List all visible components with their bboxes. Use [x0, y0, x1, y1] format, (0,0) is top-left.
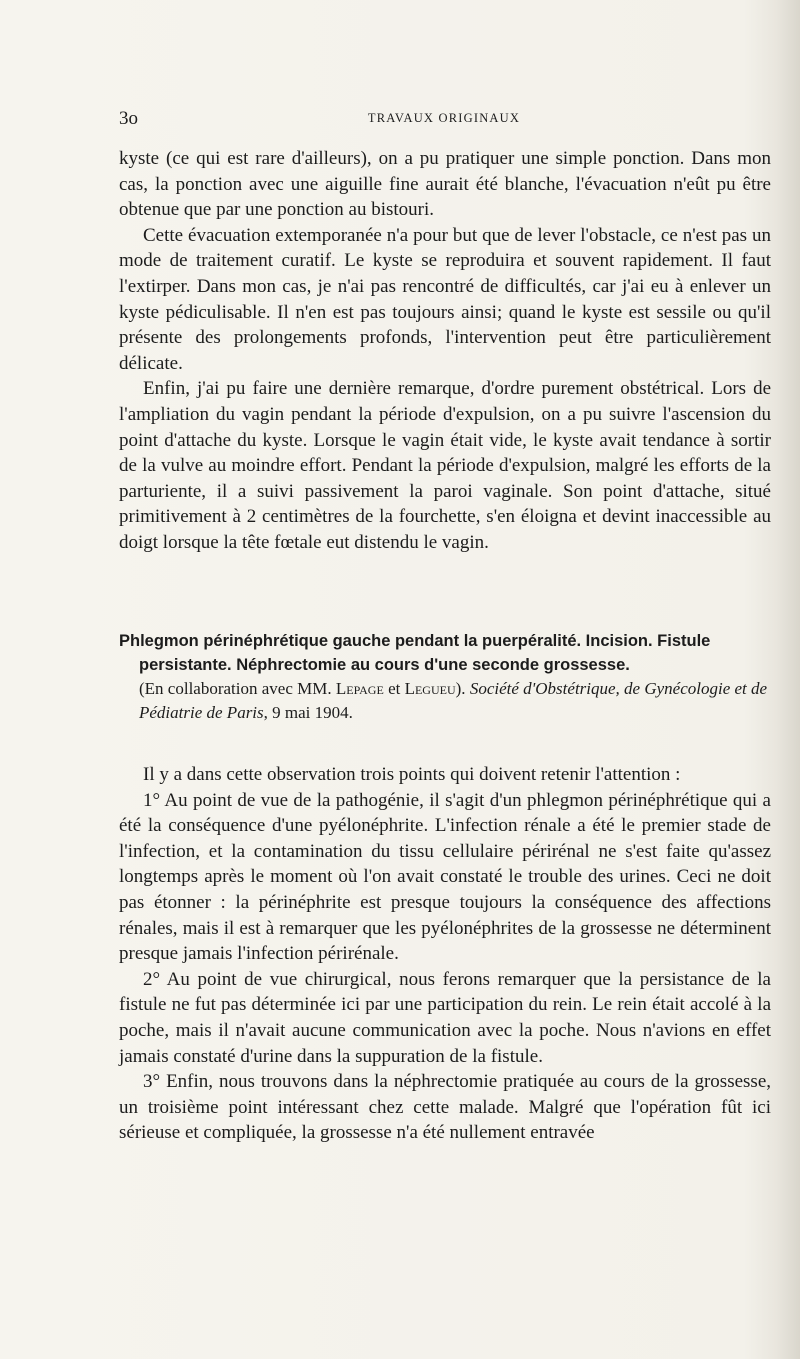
paragraph-evacuation: Cette évacuation extemporanée n'a pour but que de lever l'obstacle, ce n'est pas un mode de traitement curatif. Le kyste se reproduira et souvent rapidement. Il faut l'extirper. Dans mon cas, je n'ai pas rencontré de difficultés, car j'ai eu à enlever un kyste pédiculisable. Il n'en est pas toujours ainsi; quand le kyste est sessile ou qu'il présente des prolongements profonds, l'intervention peut être particulièrement délicate.	[119, 224, 771, 374]
section-reference	[119, 677, 779, 725]
author-legueu: Legueu	[404, 679, 456, 698]
ref-prefix: (En collaboration avec MM.	[139, 679, 336, 698]
body-text-bottom	[119, 762, 771, 1146]
paragraph-point-1: 1° Au point de vue de la pathogénie, il s'agit d'un phlegmon périnéphrétique qui a été la conséquence d'une pyélonéphrite. L'infection rénale a été le premier stade de l'infection, et la contamination du tissu cellulaire périrénal ne s'est faite qu'assez longtemps après le moment où l'on avait constaté le trouble des urines. Ceci ne doit pas étonner : la périnéphrite est presque toujours la conséquence des affections rénales, mais il est à remarquer que les pyélonéphrites de la grossesse ne déterminent presque jamais l'infection périrénale.	[119, 789, 771, 965]
section-title: Phlegmon périnéphrétique gauche pendant la puerpéralité. Incision. Fistule persistante. Néphrectomie au cours d'une seconde grossesse.	[119, 632, 711, 674]
paragraph-point-3: 3° Enfin, nous trouvons dans la néphrectomie pratiquée au cours de la grossesse, un troisième point intéressant chez cette malade. Malgré que l'opération fût ici sérieuse et compliquée, la grossesse n'a été nullement entravée	[119, 1071, 771, 1144]
author-lepage: Lepage	[335, 679, 384, 698]
ref-close: ).	[455, 679, 470, 698]
paragraph-point-2: 2° Au point de vue chirurgical, nous ferons remarquer que la persistance de la fistule ne fut pas déterminée ici par une participation du rein. Le rein était accolé à la poche, mais il n'avait aucune communication avec la poche. Nous n'avions en effet jamais constaté d'urine dans la suppuration de la fistule.	[119, 968, 771, 1067]
section-heading	[119, 629, 779, 725]
paragraph-obstetrical-remark: Enfin, j'ai pu faire une dernière remarque, d'ordre purement obstétrical. Lors de l'ampliation du vagin pendant la période d'expulsion, on a pu suivre l'ascension du point d'attache du kyste. Lorsque le vagin était vide, le kyste avait tendance à sortir de la vulve au moindre effort. Pendant la période d'expulsion, malgré les efforts de la parturiente, il a suivi passivement la paroi vaginale. Son point d'attache, situé primitivement à 2 centimètres de la fourchette, s'en éloigna et devint inaccessible au doigt lorsque la tête fœtale eut distendu le vagin.	[119, 378, 771, 553]
ref-date: , 9 mai 1904.	[263, 703, 353, 722]
paragraph-intro-points: Il y a dans cette observation trois points qui doivent retenir l'attention :	[143, 764, 681, 785]
paragraph-continuation: kyste (ce qui est rare d'ailleurs), on a pu pratiquer une simple ponction. Dans mon cas, la ponction avec une aiguille fine aurait été blanche, l'évacuation n'eût pu être obtenue que par une ponction au bistouri.	[119, 148, 771, 221]
running-title: TRAVAUX ORIGINAUX	[367, 111, 521, 125]
journal-name: Société d'Obstétrique, de Gynécologie et de Pédiatrie de Paris	[139, 679, 768, 722]
page-header	[119, 108, 779, 130]
page-number: 3o	[119, 108, 138, 129]
body-text-top	[119, 146, 771, 556]
ref-and: et	[383, 679, 405, 698]
